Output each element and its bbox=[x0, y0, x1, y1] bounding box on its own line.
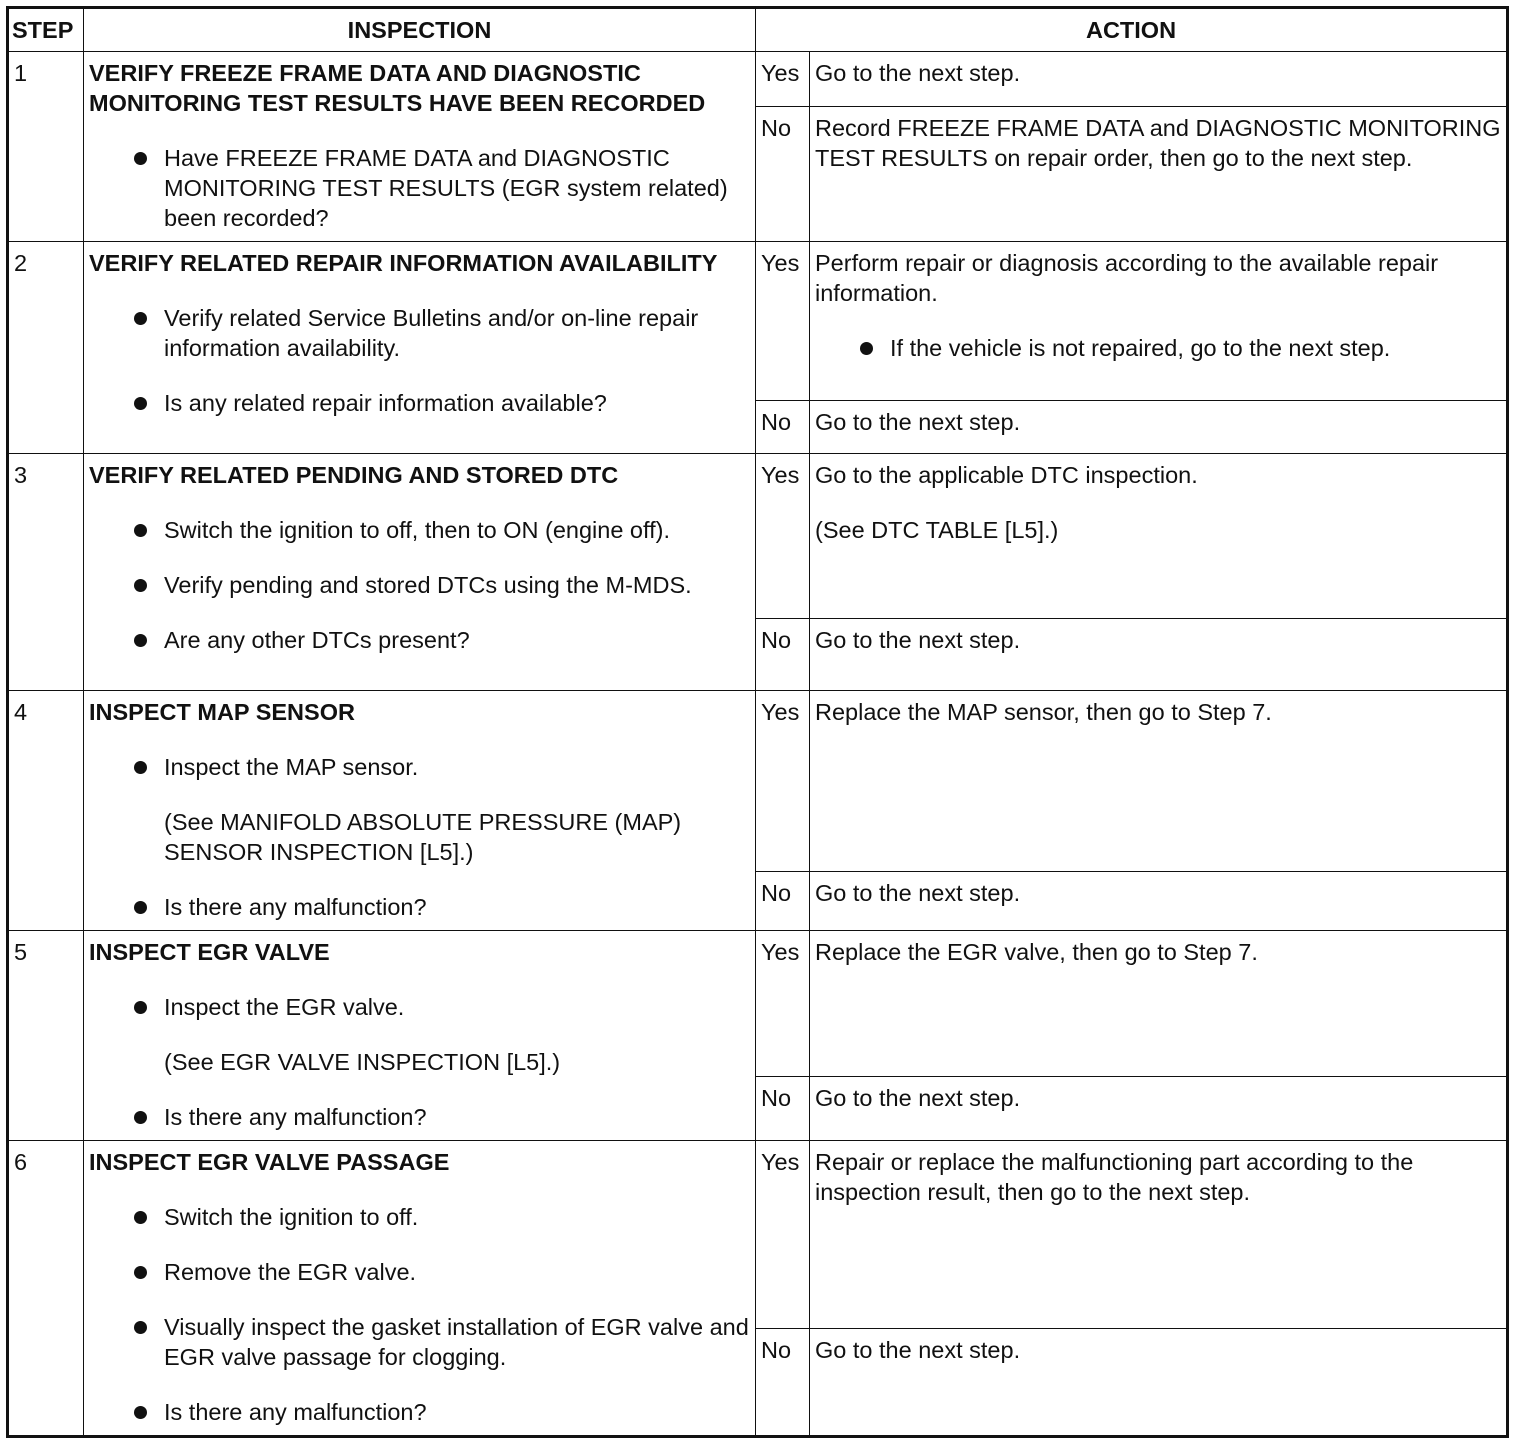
yes-action bbox=[810, 52, 1508, 107]
action-header: ACTION bbox=[756, 8, 1508, 52]
no-label: No bbox=[756, 401, 810, 454]
bullet-item: Switch the ignition to off. bbox=[89, 1202, 750, 1232]
no-label: No bbox=[756, 872, 810, 931]
inspection-cell bbox=[84, 1141, 756, 1437]
inspection-reference: (See EGR VALVE INSPECTION [L5].) bbox=[164, 1049, 561, 1075]
no-action bbox=[810, 1328, 1508, 1436]
action-text: Go to the applicable DTC inspection. bbox=[815, 462, 1198, 488]
inspection-bullets bbox=[89, 1202, 750, 1427]
yes-action bbox=[810, 454, 1508, 619]
inspection-bullets bbox=[89, 992, 750, 1022]
yes-label: Yes bbox=[756, 691, 810, 872]
bullet-item: Is there any malfunction? bbox=[89, 892, 750, 922]
no-label: No bbox=[756, 1077, 810, 1141]
inspection-title: VERIFY FREEZE FRAME DATA AND DIAGNOSTIC MONITORING TEST RESULTS HAVE BEEN RECORDED bbox=[89, 60, 706, 116]
yes-label: Yes bbox=[756, 931, 810, 1077]
bullet-item: Visually inspect the gasket installation of EGR valve and EGR valve passage for clogging. bbox=[89, 1312, 750, 1372]
bullet-item: Is there any malfunction? bbox=[89, 1397, 750, 1427]
inspection-title: INSPECT MAP SENSOR bbox=[89, 699, 355, 725]
inspection-cell bbox=[84, 454, 756, 691]
inspection-title: INSPECT EGR VALVE PASSAGE bbox=[89, 1149, 450, 1175]
step-number: 6 bbox=[8, 1141, 84, 1437]
table-row bbox=[8, 454, 1508, 619]
bullet-item: Inspect the EGR valve. bbox=[89, 992, 750, 1022]
step-number: 2 bbox=[8, 242, 84, 454]
step-number: 5 bbox=[8, 931, 84, 1141]
bullet-item: Inspect the MAP sensor. bbox=[89, 752, 750, 782]
inspection-cell bbox=[84, 691, 756, 931]
bullet-item: Are any other DTCs present? bbox=[89, 625, 750, 655]
step-header: STEP bbox=[8, 8, 84, 52]
action-text: Go to the next step. bbox=[815, 1085, 1021, 1112]
inspection-cell bbox=[84, 931, 756, 1141]
action-text: Go to the next step. bbox=[815, 409, 1021, 435]
yes-label: Yes bbox=[756, 52, 810, 107]
table-row bbox=[8, 242, 1508, 401]
yes-action bbox=[810, 691, 1508, 872]
inspection-cell bbox=[84, 242, 756, 454]
action-text: Go to the next step. bbox=[815, 1336, 1021, 1363]
diagnostic-procedure-page bbox=[6, 6, 1506, 1438]
bullet-item: Verify related Service Bulletins and/or on-line repair information availability. bbox=[89, 303, 750, 363]
inspection-bullets bbox=[89, 752, 750, 782]
step-number: 1 bbox=[8, 52, 84, 242]
no-label: No bbox=[756, 1328, 810, 1436]
inspection-cell bbox=[84, 52, 756, 242]
inspection-bullets bbox=[89, 303, 750, 418]
table-row bbox=[8, 931, 1508, 1077]
inspection-bullets bbox=[89, 1102, 750, 1132]
step-number: 4 bbox=[8, 691, 84, 931]
inspection-bullets bbox=[89, 143, 750, 233]
action-text: Go to the next step. bbox=[815, 60, 1021, 86]
no-action bbox=[810, 619, 1508, 691]
no-label: No bbox=[756, 619, 810, 691]
inspection-title: VERIFY RELATED PENDING AND STORED DTC bbox=[89, 462, 619, 488]
bullet-item: Verify pending and stored DTCs using the M-MDS. bbox=[89, 570, 750, 600]
table-row bbox=[8, 52, 1508, 107]
bullet-item: Remove the EGR valve. bbox=[89, 1257, 750, 1287]
yes-action bbox=[810, 931, 1508, 1077]
inspection-bullets bbox=[89, 892, 750, 922]
action-text: Go to the next step. bbox=[815, 880, 1021, 907]
action-text: Record FREEZE FRAME DATA and DIAGNOSTIC MONITORING TEST RESULTS on repair order, then go to the next step. bbox=[815, 114, 1501, 171]
yes-action bbox=[810, 242, 1508, 401]
inspection-header: INSPECTION bbox=[84, 8, 756, 52]
step-number: 3 bbox=[8, 454, 84, 691]
inspection-reference: (See MANIFOLD ABSOLUTE PRESSURE (MAP) SENSOR INSPECTION [L5].) bbox=[164, 809, 682, 865]
diagnostic-table bbox=[6, 6, 1509, 1438]
inspection-title: INSPECT EGR VALVE bbox=[89, 939, 330, 965]
no-action bbox=[810, 872, 1508, 931]
inspection-bullets bbox=[89, 515, 750, 655]
action-bullets bbox=[815, 333, 1501, 363]
yes-label: Yes bbox=[756, 454, 810, 619]
yes-label: Yes bbox=[756, 1141, 810, 1329]
action-text: Perform repair or diagnosis according to the available repair information. bbox=[815, 250, 1439, 306]
action-text: Go to the next step. bbox=[815, 627, 1021, 653]
bullet-item: Is there any malfunction? bbox=[89, 1102, 750, 1132]
bullet-item: If the vehicle is not repaired, go to the next step. bbox=[815, 333, 1501, 363]
action-reference: (See DTC TABLE [L5].) bbox=[815, 517, 1059, 543]
action-text: Repair or replace the malfunctioning part according to the inspection result, then go to the next step. bbox=[815, 1149, 1414, 1205]
bullet-item: Is any related repair information available? bbox=[89, 388, 750, 418]
no-label: No bbox=[756, 106, 810, 241]
inspection-title: VERIFY RELATED REPAIR INFORMATION AVAILABILITY bbox=[89, 250, 718, 276]
yes-action bbox=[810, 1141, 1508, 1329]
action-text: Replace the MAP sensor, then go to Step 7. bbox=[815, 699, 1272, 725]
table-header-row bbox=[8, 8, 1508, 52]
action-text: Replace the EGR valve, then go to Step 7. bbox=[815, 939, 1258, 965]
no-action bbox=[810, 106, 1508, 241]
bullet-item: Have FREEZE FRAME DATA and DIAGNOSTIC MONITORING TEST RESULTS (EGR system related) been recorded? bbox=[89, 143, 750, 233]
table-row bbox=[8, 1141, 1508, 1329]
yes-label: Yes bbox=[756, 242, 810, 401]
no-action bbox=[810, 401, 1508, 454]
table-row bbox=[8, 691, 1508, 872]
no-action bbox=[810, 1077, 1508, 1141]
bullet-item: Switch the ignition to off, then to ON (engine off). bbox=[89, 515, 750, 545]
